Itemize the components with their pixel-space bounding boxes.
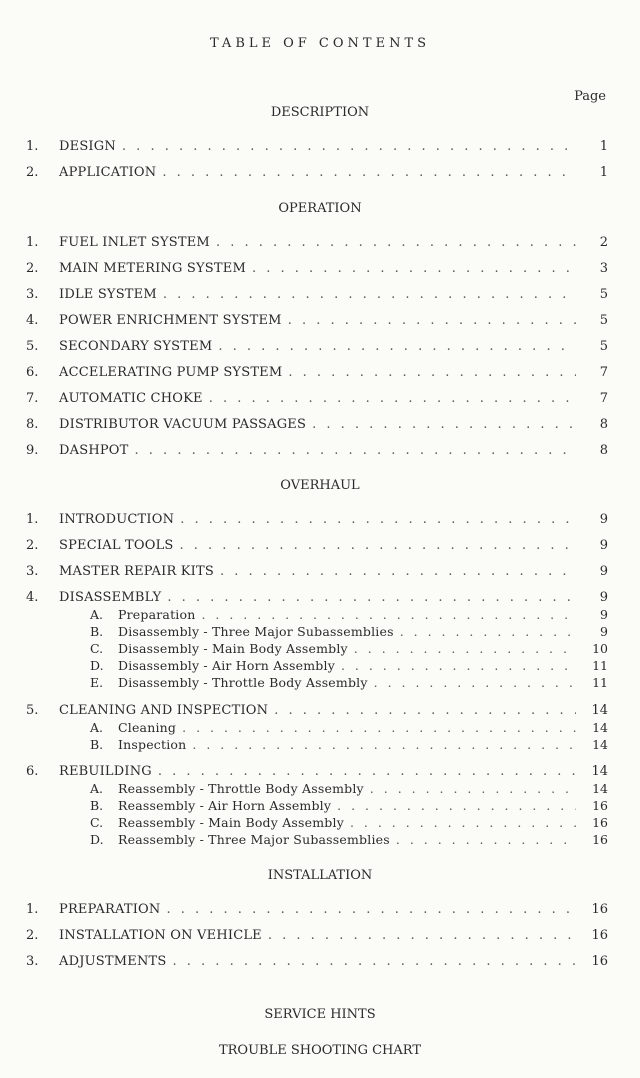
entry-number: 1.: [26, 235, 39, 250]
entry-label: DESIGN: [59, 139, 116, 154]
entry-label: Cleaning: [118, 720, 177, 735]
entry-number: 1.: [26, 139, 39, 154]
entry-page: 16: [592, 798, 608, 813]
entry-page: 5: [599, 313, 608, 328]
toc-entry: [26, 928, 608, 946]
entry-page: 5: [599, 339, 608, 354]
entry-label: CLEANING AND INSPECTION: [59, 703, 269, 718]
entry-label: FUEL INLET SYSTEM: [59, 235, 210, 250]
entry-number: 3.: [26, 287, 39, 302]
section-heading-trouble-shooting: TROUBLE SHOOTING CHART: [218, 1043, 422, 1058]
entry-label: MASTER REPAIR KITS: [59, 564, 214, 579]
toc-subentry: [90, 832, 608, 850]
entry-label: ACCELERATING PUMP SYSTEM: [59, 365, 283, 380]
entry-label: SPECIAL TOOLS: [59, 538, 174, 553]
entry-page: 14: [591, 703, 608, 718]
entry-page: 9: [600, 624, 608, 639]
entry-page: 5: [599, 287, 608, 302]
toc-subentry: [90, 815, 608, 833]
entry-letter: A.: [90, 781, 104, 796]
entry-letter: D.: [90, 832, 104, 847]
entry-number: 2.: [26, 261, 39, 276]
entry-label: Disassembly - Air Horn Assembly: [118, 658, 335, 673]
entry-label: AUTOMATIC CHOKE: [59, 391, 203, 406]
entry-page: 1: [599, 139, 608, 154]
leader-dots: [158, 764, 576, 779]
entry-page: 14: [592, 737, 608, 752]
entry-page: 9: [600, 607, 608, 622]
leader-dots: [182, 720, 576, 735]
leader-dots: [312, 417, 576, 432]
entry-letter: A.: [90, 607, 104, 622]
leader-dots: [374, 675, 576, 690]
leader-dots: [288, 365, 576, 380]
entry-label: Disassembly - Throttle Body Assembly: [118, 675, 368, 690]
entry-number: 1.: [26, 902, 39, 917]
section-heading-description: DESCRIPTION: [270, 105, 370, 120]
leader-dots: [192, 737, 576, 752]
leader-dots: [350, 815, 576, 830]
entry-label: DISTRIBUTOR VACUUM PASSAGES: [59, 417, 307, 432]
toc-entry: [26, 339, 608, 357]
entry-number: 7.: [26, 391, 39, 406]
entry-page: 7: [599, 365, 608, 380]
entry-page: 16: [592, 832, 608, 847]
leader-dots: [122, 139, 576, 154]
entry-page: 16: [591, 954, 608, 969]
entry-number: 3.: [26, 564, 39, 579]
entry-page: 9: [599, 538, 608, 553]
entry-number: 6.: [26, 764, 39, 779]
entry-number: 9.: [26, 443, 39, 458]
leader-dots: [135, 443, 576, 458]
toc-entry: [26, 391, 608, 409]
toc-entry: [26, 443, 608, 461]
toc-entry: [26, 902, 608, 920]
section-heading-overhaul: OVERHAUL: [280, 478, 360, 493]
leader-dots: [341, 658, 576, 673]
entry-number: 3.: [26, 954, 39, 969]
toc-entry: [26, 538, 608, 556]
entry-number: 5.: [26, 703, 39, 718]
entry-label: Disassembly - Three Major Subassemblies: [118, 624, 394, 639]
entry-label: IDLE SYSTEM: [59, 287, 157, 302]
entry-letter: D.: [90, 658, 104, 673]
entry-label: Inspection: [118, 737, 187, 752]
leader-dots: [288, 313, 576, 328]
leader-dots: [180, 538, 576, 553]
toc-entry: [26, 417, 608, 435]
toc-subentry: [90, 658, 608, 676]
entry-label: Preparation: [118, 607, 196, 622]
entry-page: 16: [592, 815, 608, 830]
entry-letter: B.: [90, 798, 104, 813]
entry-page: 2: [599, 235, 608, 250]
toc-entry: [26, 139, 608, 157]
leader-dots: [370, 781, 576, 796]
leader-dots: [400, 624, 576, 639]
toc-subentry: [90, 675, 608, 693]
toc-entry: [26, 764, 608, 782]
entry-page: 1: [599, 165, 608, 180]
toc-entry: [26, 235, 608, 253]
toc-subentry: [90, 720, 608, 738]
entry-page: 14: [591, 764, 608, 779]
toc-entry: [26, 313, 608, 331]
entry-page: 3: [599, 261, 608, 276]
leader-dots: [252, 261, 576, 276]
entry-number: 4.: [26, 313, 39, 328]
leader-dots: [163, 287, 576, 302]
leader-dots: [337, 798, 576, 813]
leader-dots: [201, 607, 576, 622]
leader-dots: [218, 339, 576, 354]
entry-number: 4.: [26, 590, 39, 605]
entry-letter: A.: [90, 720, 104, 735]
leader-dots: [180, 512, 576, 527]
leader-dots: [354, 641, 576, 656]
entry-letter: E.: [90, 675, 104, 690]
entry-page: 8: [599, 417, 608, 432]
leader-dots: [162, 165, 576, 180]
toc-entry: [26, 512, 608, 530]
entry-label: INSTALLATION ON VEHICLE: [59, 928, 262, 943]
toc-subentry: [90, 737, 608, 755]
entry-label: Reassembly - Main Body Assembly: [118, 815, 344, 830]
entry-number: 2.: [26, 538, 39, 553]
entry-number: 1.: [26, 512, 39, 527]
toc-entry: [26, 365, 608, 383]
entry-label: SECONDARY SYSTEM: [59, 339, 213, 354]
entry-label: Reassembly - Air Horn Assembly: [118, 798, 332, 813]
toc-entry: [26, 165, 608, 183]
entry-page: 7: [599, 391, 608, 406]
entry-label: DASHPOT: [59, 443, 129, 458]
page-title: TABLE OF CONTENTS: [209, 36, 431, 51]
toc-entry: [26, 261, 608, 279]
leader-dots: [220, 564, 576, 579]
entry-page: 16: [591, 928, 608, 943]
toc-subentry: [90, 607, 608, 625]
toc-subentry: [90, 624, 608, 642]
toc-entry: [26, 564, 608, 582]
toc-entry: [26, 954, 608, 972]
leader-dots: [268, 928, 576, 943]
entry-label: PREPARATION: [59, 902, 161, 917]
toc-entry: [26, 703, 608, 721]
leader-dots: [216, 235, 576, 250]
entry-page: 9: [599, 512, 608, 527]
entry-page: 8: [599, 443, 608, 458]
toc-entry: [26, 590, 608, 608]
leader-dots: [173, 954, 576, 969]
entry-page: 11: [592, 675, 608, 690]
entry-number: 5.: [26, 339, 39, 354]
entry-number: 8.: [26, 417, 39, 432]
entry-page: 16: [591, 902, 608, 917]
entry-page: 10: [592, 641, 608, 656]
leader-dots: [274, 703, 576, 718]
entry-label: APPLICATION: [59, 165, 157, 180]
toc-subentry: [90, 798, 608, 816]
entry-label: MAIN METERING SYSTEM: [59, 261, 246, 276]
entry-number: 6.: [26, 365, 39, 380]
entry-label: Reassembly - Three Major Subassemblies: [118, 832, 390, 847]
entry-letter: B.: [90, 624, 104, 639]
entry-page: 14: [592, 720, 608, 735]
toc-entry: [26, 287, 608, 305]
entry-letter: C.: [90, 815, 104, 830]
entry-label: REBUILDING: [59, 764, 152, 779]
leader-dots: [166, 902, 576, 917]
entry-page: 14: [592, 781, 608, 796]
entry-letter: C.: [90, 641, 104, 656]
entry-label: ADJUSTMENTS: [59, 954, 167, 969]
entry-label: POWER ENRICHMENT SYSTEM: [59, 313, 282, 328]
section-heading-operation: OPERATION: [278, 201, 362, 216]
entry-page: 9: [599, 564, 608, 579]
entry-number: 2.: [26, 928, 39, 943]
entry-number: 2.: [26, 165, 39, 180]
entry-page: 11: [592, 658, 608, 673]
toc-subentry: [90, 641, 608, 659]
leader-dots: [209, 391, 576, 406]
leader-dots: [396, 832, 576, 847]
section-heading-installation: INSTALLATION: [267, 868, 373, 883]
entry-page: 9: [599, 590, 608, 605]
entry-letter: B.: [90, 737, 104, 752]
entry-label: Reassembly - Throttle Body Assembly: [118, 781, 364, 796]
leader-dots: [167, 590, 576, 605]
entry-label: INTRODUCTION: [59, 512, 175, 527]
section-heading-service-hints: SERVICE HINTS: [264, 1007, 376, 1022]
entry-label: Disassembly - Main Body Assembly: [118, 641, 348, 656]
page-column-label: Page: [574, 89, 606, 104]
toc-subentry: [90, 781, 608, 799]
entry-label: DISASSEMBLY: [59, 590, 162, 605]
